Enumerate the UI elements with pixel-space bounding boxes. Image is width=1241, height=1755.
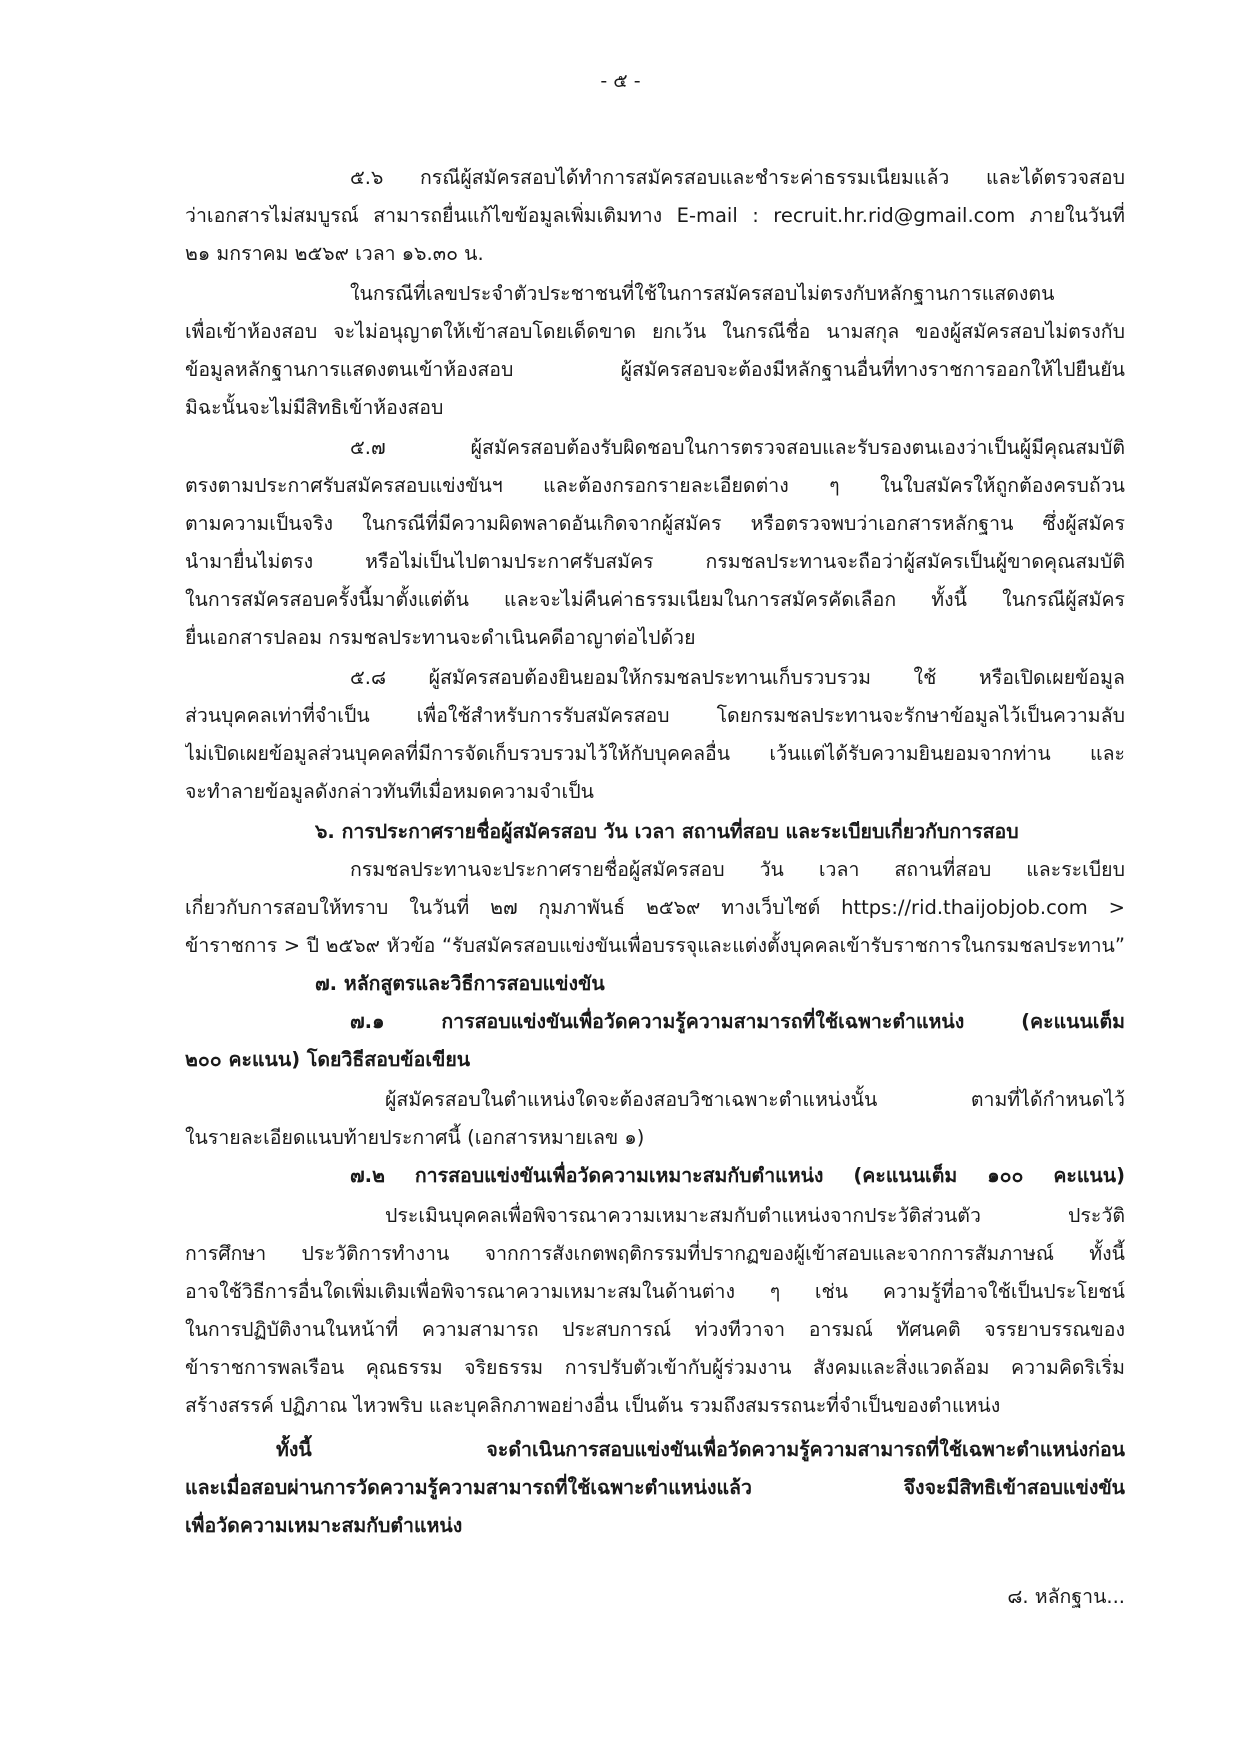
s5-7-line-4: นำมายื่นไม่ตรง หรือไม่เป็นไปตามประกาศรับสมัคร กรมชลประทานจะถือว่าผู้สมัครเป็นผู้ขาดคุณสมบัติ [185,550,1125,573]
s7-2-line-6: สร้างสรรค์ ปฏิภาณ ไหวพริบ และบุคลิกภาพอย่างอื่น เป็นต้น รวมถึงสมรรถนะที่จำเป็นของตำแหน่ง [185,1394,1001,1417]
id-note-line-1: ในกรณีที่เลขประจำตัวประชาชนที่ใช้ในการสมัครสอบไม่ตรงกับหลักฐานการแสดงตน [350,282,1055,305]
s7-1-heading-line-1: ๗.๑ การสอบแข่งขันเพื่อวัดความรู้ความสามารถที่ใช้เฉพาะตำแหน่ง (คะแนนเต็ม [350,1010,1125,1033]
page-number: - ๕ - [600,70,641,92]
s5-7-line-5: ในการสมัครสอบครั้งนี้มาตั้งแต่ต้น และจะไม่คืนค่าธรรมเนียมในการสมัครคัดเลือก ทั้งนี้ ในกรณีผู้สมัคร [185,588,1125,611]
id-note-line-4: มิฉะนั้นจะไม่มีสิทธิเข้าห้องสอบ [185,396,444,419]
s6-heading: ๖. การประกาศรายชื่อผู้สมัครสอบ วัน เวลา สถานที่สอบ และระเบียบเกี่ยวกับการสอบ [315,820,1019,843]
s7-2-line-1: ประเมินบุคคลเพื่อพิจารณาความเหมาะสมกับตำแหน่งจากประวัติส่วนตัว ประวัติ [385,1204,1125,1227]
s5-6-line-3: ๒๑ มกราคม ๒๕๖๙ เวลา ๑๖.๓๐ น. [185,242,484,265]
s5-6-line-2: ว่าเอกสารไม่สมบูรณ์ สามารถยื่นแก้ไขข้อมูลเพิ่มเติมทาง E-mail : recruit.hr.rid@gmail.com ภายในวันที่ [185,204,1125,227]
next-page-continuation: ๘. หลักฐาน... [1007,1585,1125,1608]
s5-8-line-1: ๕.๘ ผู้สมัครสอบต้องยินยอมให้กรมชลประทานเก็บรวบรวม ใช้ หรือเปิดเผยข้อมูล [350,666,1125,689]
s7-heading: ๗. หลักสูตรและวิธีการสอบแข่งขัน [315,972,605,995]
s5-8-line-4: จะทำลายข้อมูลดังกล่าวทันทีเมื่อหมดความจำเป็น [185,780,594,803]
s5-7-line-2: ตรงตามประกาศรับสมัครสอบแข่งขันฯ และต้องกรอกรายละเอียดต่าง ๆ ในใบสมัครให้ถูกต้องครบถ้วน [185,474,1125,497]
s5-8-line-3: ไม่เปิดเผยข้อมูลส่วนบุคคลที่มีการจัดเก็บรวบรวมไว้ให้กับบุคคลอื่น เว้นแต่ได้รับความยินยอมจากท่าน และ [185,742,1125,765]
s6-line-3: ข้าราชการ > ปี ๒๕๖๙ หัวข้อ “รับสมัครสอบแข่งขันเพื่อบรรจุและแต่งตั้งบุคคลเข้ารับราชการในกรมชลประทาน” [185,934,1125,957]
s7-2-line-5: ข้าราชการพลเรือน คุณธรรม จริยธรรม การปรับตัวเข้ากับผู้ร่วมงาน สังคมและสิ่งแวดล้อม ความคิดริเริ่ม [185,1356,1125,1379]
s7-2-line-3: อาจใช้วิธีการอื่นใดเพิ่มเติมเพื่อพิจารณาความเหมาะสมในด้านต่าง ๆ เช่น ความรู้ที่อาจใช้เป็นประโยชน์ [185,1280,1125,1303]
s5-8-line-2: ส่วนบุคคลเท่าที่จำเป็น เพื่อใช้สำหรับการรับสมัครสอบ โดยกรมชลประทานจะรักษาข้อมูลไว้เป็นความลับ [185,704,1125,727]
s7-2-line-2: การศึกษา ประวัติการทำงาน จากการสังเกตพฤติกรรมที่ปรากฏของผู้เข้าสอบและจากการสัมภาษณ์ ทั้งนี้ [185,1242,1125,1265]
s7-1-line-1: ผู้สมัครสอบในตำแหน่งใดจะต้องสอบวิชาเฉพาะตำแหน่งนั้น ตามที่ได้กำหนดไว้ [385,1088,1125,1111]
s7-2-heading: ๗.๒ การสอบแข่งขันเพื่อวัดความเหมาะสมกับตำแหน่ง (คะแนนเต็ม ๑๐๐ คะแนน) [350,1164,1125,1187]
s7-1-line-2: ในรายละเอียดแนบท้ายประกาศนี้ (เอกสารหมายเลข ๑) [185,1126,645,1149]
s7-1-heading-line-2: ๒๐๐ คะแนน) โดยวิธีสอบข้อเขียน [185,1048,471,1071]
s6-line-1: กรมชลประทานจะประกาศรายชื่อผู้สมัครสอบ วัน เวลา สถานที่สอบ และระเบียบ [350,858,1125,881]
id-note-line-3: ข้อมูลหลักฐานการแสดงตนเข้าห้องสอบ ผู้สมัครสอบจะต้องมีหลักฐานอื่นที่ทางราชการออกให้ไปยืนยัน [185,358,1125,381]
s5-6-line-1: ๕.๖ กรณีผู้สมัครสอบได้ทำการสมัครสอบและชำระค่าธรรมเนียมแล้ว และได้ตรวจสอบ [350,166,1125,189]
s6-line-2: เกี่ยวกับการสอบให้ทราบ ในวันที่ ๒๗ กุมภาพันธ์ ๒๕๖๙ ทางเว็บไซต์ https://rid.thaijobjob.com > [185,896,1125,919]
s5-7-line-3: ตามความเป็นจริง ในกรณีที่มีความผิดพลาดอันเกิดจากผู้สมัคร หรือตรวจพบว่าเอกสารหลักฐาน ซึ่งผู้สมัคร [185,512,1125,535]
note-line-3: เพื่อวัดความเหมาะสมกับตำแหน่ง [185,1514,463,1537]
note-line-2: และเมื่อสอบผ่านการวัดความรู้ความสามารถที่ใช้เฉพาะตำแหน่งแล้ว จึงจะมีสิทธิเข้าสอบแข่งขัน [185,1476,1125,1499]
s5-7-line-6: ยื่นเอกสารปลอม กรมชลประทานจะดำเนินคดีอาญาต่อไปด้วย [185,626,696,649]
s5-7-line-1: ๕.๗ ผู้สมัครสอบต้องรับผิดชอบในการตรวจสอบและรับรองตนเองว่าเป็นผู้มีคุณสมบัติ [350,436,1125,459]
s7-2-line-4: ในการปฏิบัติงานในหน้าที่ ความสามารถ ประสบการณ์ ท่วงทีวาจา อารมณ์ ทัศนคติ จรรยาบรรณของ [185,1318,1125,1341]
note-line-1: ทั้งนี้ จะดำเนินการสอบแข่งขันเพื่อวัดความรู้ความสามารถที่ใช้เฉพาะตำแหน่งก่อน [276,1438,1125,1461]
id-note-line-2: เพื่อเข้าห้องสอบ จะไม่อนุญาตให้เข้าสอบโดยเด็ดขาด ยกเว้น ในกรณีชื่อ นามสกุล ของผู้สมัครสอบไม่ตรงกับ [185,320,1125,343]
